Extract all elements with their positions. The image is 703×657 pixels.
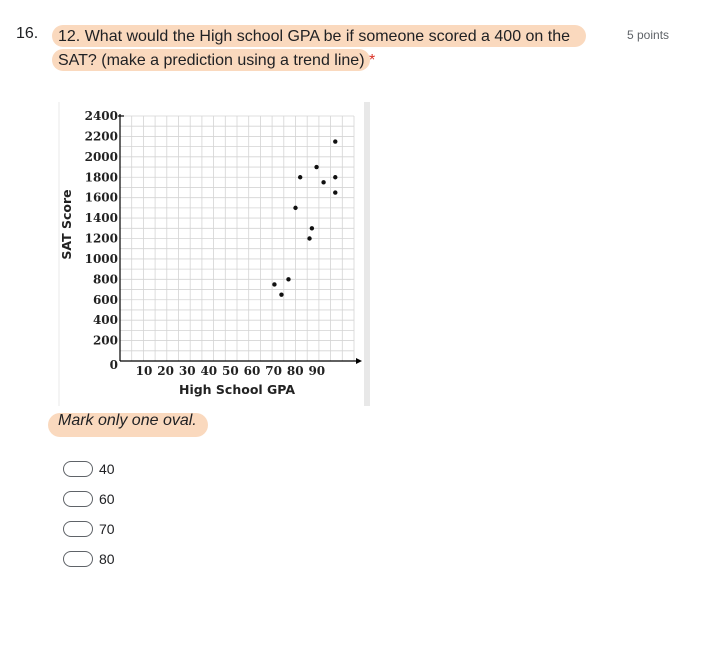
radio-oval[interactable] (63, 461, 93, 477)
x-tick-label: 30 (178, 364, 196, 378)
mark-only-one-instruction: Mark only one oval. (58, 412, 197, 429)
option-70[interactable] (63, 514, 115, 544)
question-number: 16. (16, 25, 39, 42)
scatter-chart-svg (58, 102, 370, 406)
x-tick-label: 70 (265, 364, 282, 378)
option-label: 70 (99, 521, 115, 537)
y-tick-label: 1000 (84, 251, 118, 266)
option-80[interactable] (63, 544, 115, 574)
x-tick-label: 60 (243, 364, 261, 378)
x-axis-arrow (356, 358, 362, 364)
option-60[interactable] (63, 484, 115, 514)
option-40[interactable] (63, 454, 115, 484)
y-tick-label: 1600 (84, 190, 118, 205)
origin-label: 0 (109, 358, 118, 372)
scatter-point (307, 236, 311, 240)
scatter-chart (58, 102, 370, 406)
y-tick-label: 2400 (84, 109, 118, 123)
y-tick-label: 400 (92, 313, 118, 328)
scatter-point (314, 165, 318, 169)
scatter-point (310, 226, 314, 230)
x-tick-label: 90 (308, 364, 326, 378)
scatter-point (333, 175, 337, 179)
x-tick-label: 80 (286, 364, 304, 378)
points-label: 5 points (627, 28, 670, 42)
question-line-2: SAT? (make a prediction using a trend line) (58, 52, 365, 69)
scatter-point (321, 180, 325, 184)
y-tick-label: 2000 (84, 149, 118, 164)
y-axis-label: SAT Score (59, 189, 74, 260)
question-text (58, 25, 598, 73)
x-tick-label: 40 (200, 364, 218, 378)
option-label: 60 (99, 491, 115, 507)
scatter-point (279, 292, 283, 296)
y-tick-label: 2200 (84, 129, 118, 144)
x-axis-label: High School GPA (178, 382, 296, 397)
y-tick-label: 1800 (84, 170, 118, 185)
scatter-point (272, 282, 276, 286)
options-list (63, 454, 115, 574)
y-tick-label: 800 (92, 272, 118, 287)
y-tick-label: 1200 (84, 231, 118, 246)
question-line-1: 12. What would the High school GPA be if someone scored a 400 on the (58, 28, 571, 45)
x-tick-label: 50 (222, 364, 239, 378)
y-tick-label: 200 (92, 333, 118, 348)
y-tick-label: 600 (92, 292, 118, 307)
scatter-point (333, 139, 337, 143)
y-tick-label: 1400 (84, 211, 118, 226)
radio-oval[interactable] (63, 521, 93, 537)
scatter-point (333, 190, 337, 194)
option-label: 40 (99, 461, 115, 477)
radio-oval[interactable] (63, 491, 93, 507)
scatter-point (298, 175, 302, 179)
radio-oval[interactable] (63, 551, 93, 567)
scatter-point (293, 206, 297, 210)
x-tick-label: 10 (135, 364, 153, 378)
x-tick-label: 20 (157, 364, 174, 378)
scatter-point (286, 277, 290, 281)
option-label: 80 (99, 551, 115, 567)
required-asterisk: * (368, 52, 376, 69)
